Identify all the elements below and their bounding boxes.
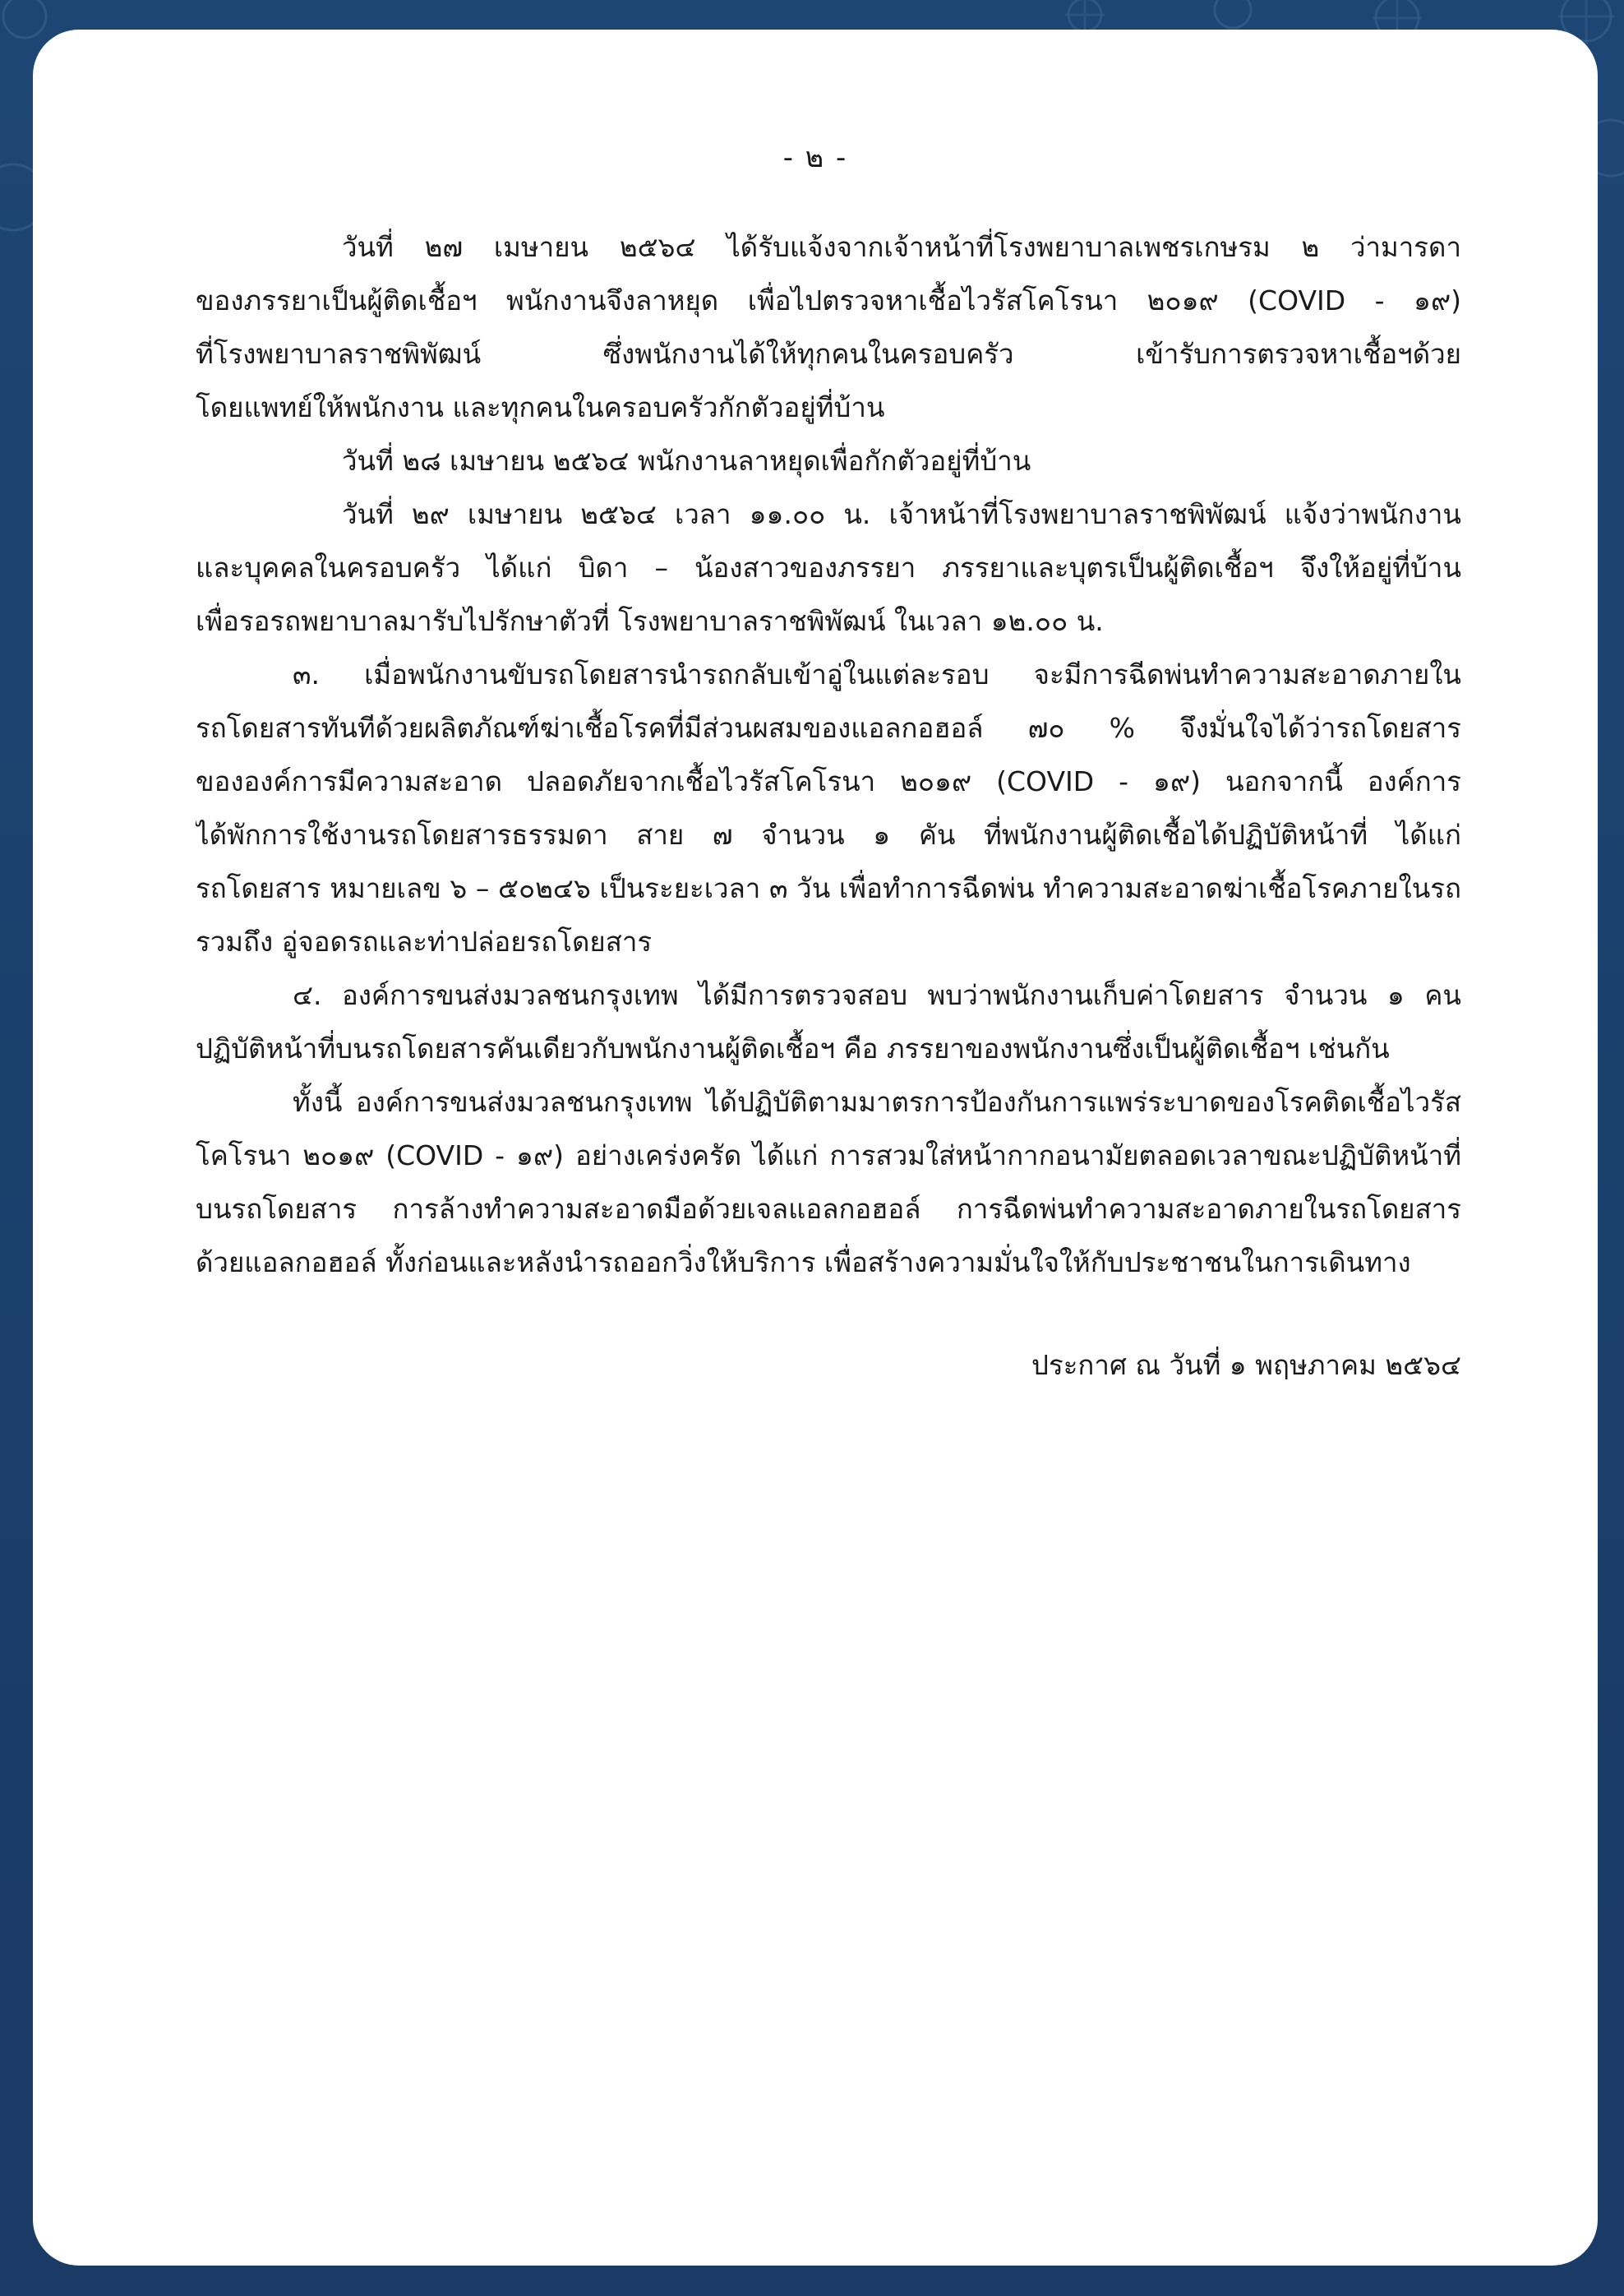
paragraph-6-line-3: บนรถโดยสาร การล้างทำความสะอาดมือด้วยเจลแอลกอฮอล์ การฉีดพ่นทำความสะอาดภายในรถโดยสาร <box>196 1193 1461 1225</box>
paragraph-1-line-1: วันที่ ๒๗ เมษายน ๒๕๖๔ ได้รับแจ้งจากเจ้าหน้าที่โรงพยาบาลเพชรเกษรม ๒ ว่ามารดา <box>342 231 1461 263</box>
paragraph-4-line-5: รถโดยสาร หมายเลข ๖ – ๕๐๒๔๖ เป็นระยะเวลา ๓ วัน เพื่อทำการฉีดพ่น ทำความสะอาดฆ่าเชื้อโรคภายในรถ <box>196 872 1461 904</box>
document-body <box>196 220 1461 1392</box>
paragraph-4-line-4: ได้พักการใช้งานรถโดยสารธรรมดา สาย ๗ จำนวน ๑ คัน ที่พนักงานผู้ติดเชื้อได้ปฏิบัติหน้าที่ ได้แก่ <box>196 819 1461 851</box>
paragraph-3-line-2: และบุคคลในครอบครัว ได้แก่ บิดา – น้องสาวของภรรยา ภรรยาและบุตรเป็นผู้ติดเชื้อฯ จึงให้อยู่ที่บ้าน <box>196 552 1461 584</box>
paragraph-6-line-4: ด้วยแอลกอฮอล์ ทั้งก่อนและหลังนำรถออกวิ่งให้บริการ เพื่อสร้างความมั่นใจให้กับประชาชนในการเดินทาง <box>196 1246 1411 1278</box>
paragraph-1-line-4: โดยแพทย์ให้พนักงาน และทุกคนในครอบครัวกักตัวอยู่ที่บ้าน <box>196 391 885 423</box>
spacer <box>196 1289 1461 1338</box>
paragraph-6-line-2: โคโรนา ๒๐๑๙ (COVID - ๑๙) อย่างเคร่งครัด ได้แก่ การสวมใส่หน้ากากอนามัยตลอดเวลาขณะปฏิบัติหน้าที่ <box>196 1139 1461 1171</box>
paragraph-4-line-3: ขององค์การมีความสะอาด ปลอดภัยจากเชื้อไวรัสโคโรนา ๒๐๑๙ (COVID - ๑๙) นอกจากนี้ องค์การ <box>196 765 1461 797</box>
paragraph-4-line-6: รวมถึง อู่จอดรถและท่าปล่อยรถโดยสาร <box>196 926 653 958</box>
paragraph-3-line-1: วันที่ ๒๙ เมษายน ๒๕๖๔ เวลา ๑๑.๐๐ น. เจ้าหน้าที่โรงพยาบาลราชพิพัฒน์ แจ้งว่าพนักงาน <box>342 498 1461 530</box>
paragraph-6-line-1: ทั้งนี้ องค์การขนส่งมวลชนกรุงเทพ ได้ปฏิบัติตามมาตรการป้องกันการแพร่ระบาดของโรคติดเชื้อไวรัส <box>293 1086 1461 1118</box>
paragraph-2-line-1: วันที่ ๒๘ เมษายน ๒๕๖๔ พนักงานลาหยุดเพื่อกักตัวอยู่ที่บ้าน <box>342 445 1031 477</box>
paragraph-1-line-2: ของภรรยาเป็นผู้ติดเชื้อฯ พนักงานจึงลาหยุด เพื่อไปตรวจหาเชื้อไวรัสโคโรนา ๒๐๑๙ (COVID - ๑๙) <box>196 284 1461 316</box>
paragraph-3-line-3: เพื่อรอรถพยาบาลมารับไปรักษาตัวที่ โรงพยาบาลราชพิพัฒน์ ในเวลา ๑๒.๐๐ น. <box>196 605 1104 637</box>
announcement-date: ประกาศ ณ วันที่ ๑ พฤษภาคม ๒๕๖๔ <box>1031 1349 1461 1381</box>
page-number: - ๒ - <box>782 141 848 174</box>
document-page <box>33 30 1598 2266</box>
paragraph-5-line-2: ปฏิบัติหน้าที่บนรถโดยสารคันเดียวกับพนักงานผู้ติดเชื้อฯ คือ ภรรยาของพนักงานซึ่งเป็นผู้ติดเชื้อฯ เช่นกัน <box>196 1033 1390 1065</box>
paragraph-4-line-2: รถโดยสารทันทีด้วยผลิตภัณฑ์ฆ่าเชื้อโรคที่มีส่วนผสมของแอลกอฮอล์ ๗๐ % จึงมั่นใจได้ว่ารถโดยสาร <box>196 712 1461 744</box>
paragraph-1-line-3: ที่โรงพยาบาลราชพิพัฒน์ ซึ่งพนักงานได้ให้ทุกคนในครอบครัว เข้ารับการตรวจหาเชื้อฯด้วย <box>196 338 1461 370</box>
paragraph-4-line-1: ๓. เมื่อพนักงานขับรถโดยสารนำรถกลับเข้าอู่ในแต่ละรอบ จะมีการฉีดพ่นทำความสะอาดภายใน <box>293 658 1461 691</box>
paragraph-5-line-1: ๔. องค์การขนส่งมวลชนกรุงเทพ ได้มีการตรวจสอบ พบว่าพนักงานเก็บค่าโดยสาร จำนวน ๑ คน <box>293 979 1461 1011</box>
